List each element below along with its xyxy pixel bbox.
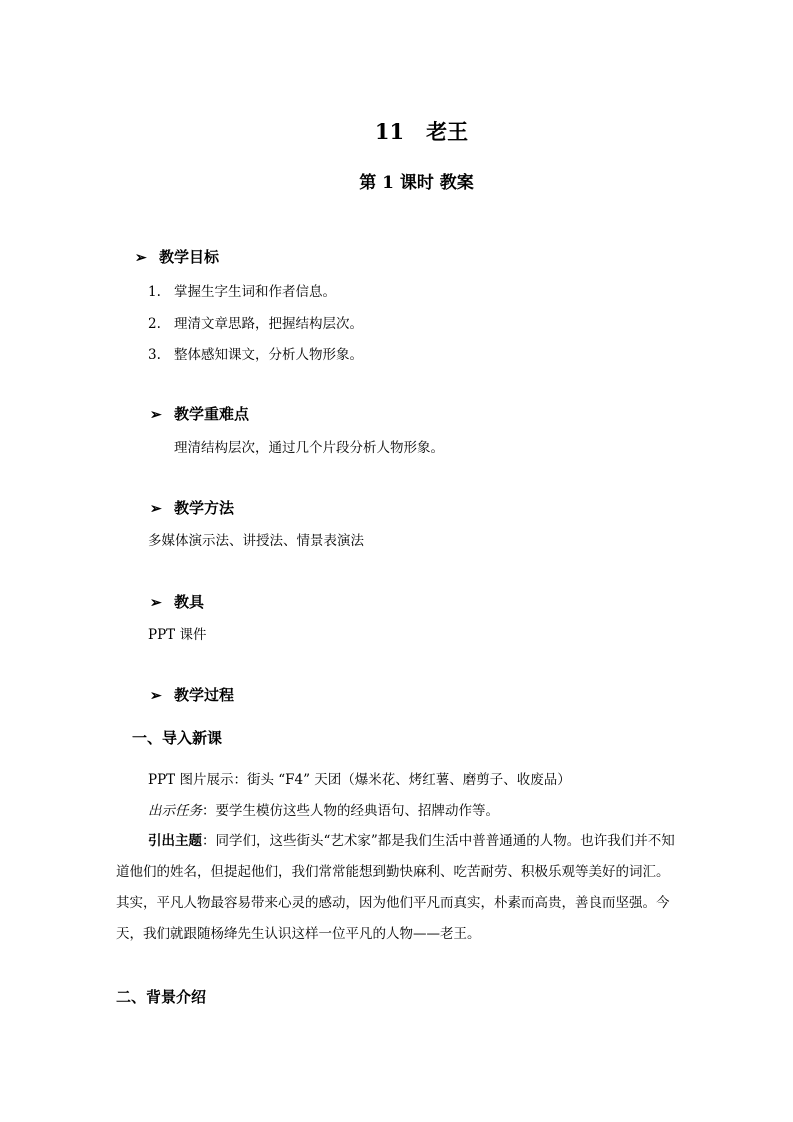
lesson-title (0, 116, 793, 146)
objective-number: 3. (148, 347, 161, 363)
objective-text: 理清文章思路，把握结构层次。 (174, 316, 363, 332)
objective-item (148, 312, 363, 332)
arrow-bullet-icon: ➢ (150, 501, 162, 517)
objectives-heading-text: 教学目标 (159, 248, 220, 266)
task-label: 出示任务 (148, 803, 202, 819)
theme-text: ：同学们，这些街头“艺术家”都是我们生活中普普通通的人物。也许我们并不知道他们的姓名，但提起他们，我们常常能想到勤快麻利、吃苦耐劳、积极乐观等美好的词汇。其实，平凡人物最容易带来心灵的感动，因为他们平凡而真实，朴素而高贵，善良而坚强。今天，我们就跟随杨绛先生认识这样一位平凡的人物——老王。 (116, 833, 675, 942)
methods-text: 多媒体演示法、讲授法、情景表演法 (148, 533, 364, 549)
part2-heading: 二、背景介绍 (116, 988, 207, 1006)
ppt-line: PPT 图片展示：街头 “F4” 天团（爆米花、烤红薯、磨剪子、收废品） (148, 772, 571, 788)
methods-heading-text: 教学方法 (174, 499, 235, 517)
theme-label: 引出主题 (148, 833, 202, 849)
process-heading (150, 684, 234, 705)
task-text: ：要学生模仿这些人物的经典语句、招牌动作等。 (202, 803, 499, 819)
task-line (148, 799, 499, 819)
theme-paragraph (116, 826, 681, 950)
tools-text: PPT 课件 (148, 627, 207, 643)
tools-heading-text: 教具 (174, 593, 205, 611)
process-heading-text: 教学过程 (174, 686, 235, 704)
objectives-heading (135, 246, 219, 267)
lesson-number: 11 (374, 119, 405, 144)
objective-text: 整体感知课文，分析人物形象。 (174, 347, 363, 363)
methods-heading (150, 497, 234, 518)
objective-text: 掌握生字生词和作者信息。 (174, 284, 336, 300)
arrow-bullet-icon: ➢ (135, 250, 147, 266)
objective-item (148, 343, 363, 363)
key-points-heading (150, 403, 249, 424)
arrow-bullet-icon: ➢ (150, 407, 162, 423)
arrow-bullet-icon: ➢ (150, 688, 162, 704)
arrow-bullet-icon: ➢ (150, 595, 162, 611)
lesson-subtitle: 第 1 课时 教案 (359, 173, 474, 193)
objective-number: 2. (148, 316, 161, 332)
tools-heading (150, 591, 204, 612)
key-points-text: 理清结构层次，通过几个片段分析人物形象。 (174, 440, 444, 456)
objective-number: 1. (148, 284, 161, 300)
part1-heading: 一、导入新课 (132, 729, 223, 747)
objective-item (148, 280, 336, 300)
key-points-heading-text: 教学重难点 (174, 405, 250, 423)
lesson-name: 老王 (426, 119, 469, 144)
